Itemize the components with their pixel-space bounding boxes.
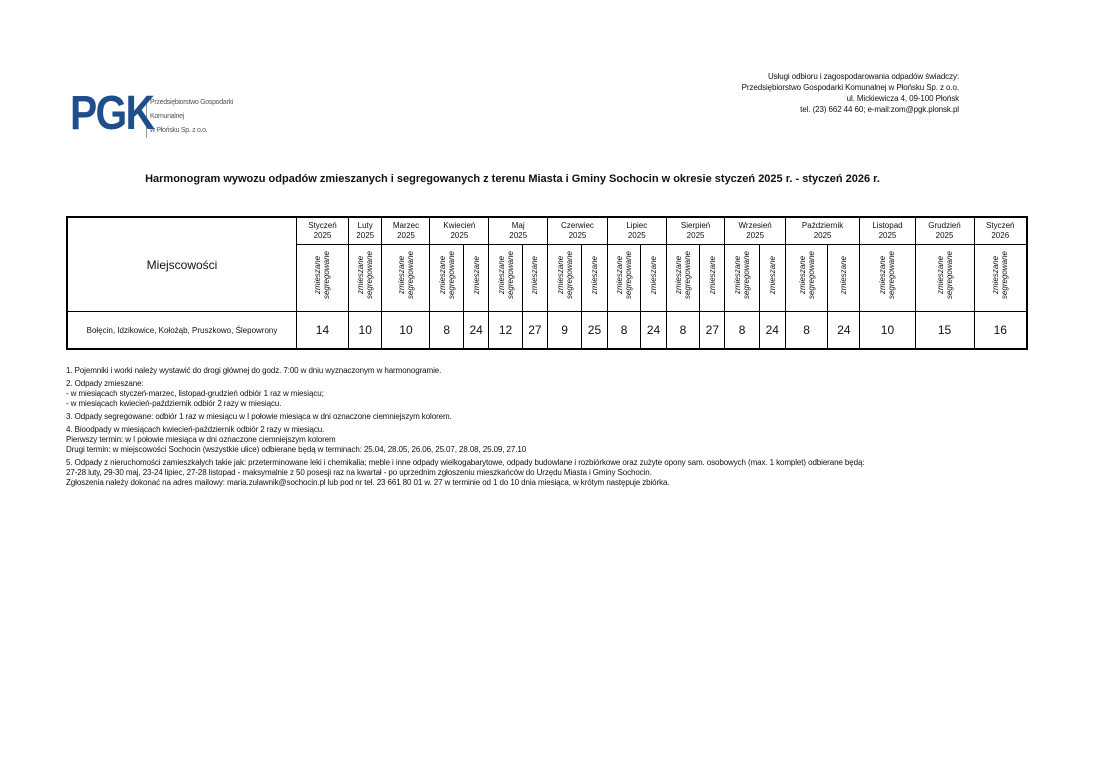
note-line: 4. Bioodpady w miesiącach kwiecień-październik odbiór 2 razy w miesiącu. [66, 425, 325, 434]
month-header [860, 217, 915, 245]
month-year: 2025 [746, 231, 765, 240]
type-mixed-label: zmieszane [649, 256, 659, 295]
type-label-stack [313, 251, 331, 299]
type-segregated-label: segregowane [365, 251, 375, 300]
type-cell [666, 245, 700, 312]
type-mixed-label: zmieszane [935, 256, 945, 295]
pickup-day: 27 [700, 312, 725, 350]
month-header [548, 217, 608, 245]
type-cell [297, 245, 349, 312]
type-cell [382, 245, 430, 312]
type-label-stack [438, 251, 456, 299]
note-line: Drugi termin: w miejscowości Sochocin (wszystkie ulice) odbierane będą w terminach: 25.04, 28.05, 26.06, 25.07, 28.08, 25.09, 27.10 [66, 445, 527, 454]
type-segregated-label: segregowane [446, 251, 456, 300]
month-name: Sierpień [680, 221, 711, 230]
pickup-day: 25 [582, 312, 608, 350]
pickup-day: 8 [725, 312, 759, 350]
type-segregated-label: segregowane [564, 251, 574, 300]
note-line: - w miesiącach styczeń-marzec, listopad-grudzień odbiór 1 raz w miesiącu; [66, 389, 324, 398]
logo-subtitle [146, 96, 260, 138]
pickup-day: 10 [348, 312, 382, 350]
type-mixed-label: zmieszane [530, 256, 540, 295]
type-label-stack [674, 251, 692, 299]
company-line: Usługi odbioru i zagospodarowania odpadów świadczy: [767, 72, 959, 81]
type-cell [759, 245, 785, 312]
month-name: Luty [357, 221, 373, 230]
note-line: Pierwszy termin: w I połowie miesiąca w dni oznaczone ciemniejszym kolorem [66, 435, 336, 444]
type-segregated-label: segregowane [887, 251, 897, 300]
type-label-stack [497, 251, 515, 299]
type-label-stack [615, 251, 633, 299]
type-mixed-label: zmieszane [471, 256, 481, 295]
type-segregated-label: segregowane [624, 251, 634, 300]
note-line: 1. Pojemniki i worki należy wystawić do drogi głównej do godz. 7:00 w dniu wyznaczonym w harmonogramie. [66, 366, 442, 375]
month-year: 2026 [991, 231, 1010, 240]
type-cell [860, 245, 915, 312]
pickup-day: 8 [785, 312, 828, 350]
page-title: Harmonogram wywozu odpadów zmieszanych i segregowanych z terenu Miasta i Gminy Sochocin w okresie styczeń 2025 r. - styczeń 2026 r. [145, 173, 880, 185]
notes [66, 366, 1026, 491]
month-header [430, 217, 489, 245]
type-mixed-label: zmieszane [733, 256, 743, 295]
note-item [66, 458, 1026, 488]
type-cell [348, 245, 382, 312]
month-year: 2025 [313, 231, 332, 240]
type-segregated-label: segregowane [322, 251, 332, 300]
month-year: 2025 [450, 231, 469, 240]
note-item [66, 412, 1026, 422]
month-year: 2025 [568, 231, 587, 240]
type-cell [430, 245, 464, 312]
pickup-day: 16 [974, 312, 1027, 350]
pickup-day: 12 [489, 312, 523, 350]
month-name: Lipiec [626, 221, 648, 230]
type-mixed-label: zmieszane [707, 256, 717, 295]
logo-mark: PGK [70, 87, 154, 140]
pickup-day: 24 [759, 312, 785, 350]
pickup-day: 24 [641, 312, 666, 350]
note-line: 2. Odpady zmieszane: [66, 379, 144, 388]
type-mixed-label: zmieszane [991, 256, 1001, 295]
month-year: 2025 [813, 231, 832, 240]
type-cell [785, 245, 828, 312]
type-mixed-label: zmieszane [437, 256, 447, 295]
pickup-day: 8 [666, 312, 700, 350]
company-logo [70, 87, 260, 140]
month-year: 2025 [627, 231, 646, 240]
pickup-day: 9 [548, 312, 582, 350]
type-segregated-label: segregowane [742, 251, 752, 300]
type-cell [725, 245, 759, 312]
pickup-day: 8 [607, 312, 641, 350]
type-label-stack [936, 251, 954, 299]
type-cell [522, 245, 547, 312]
month-name: Listopad [872, 221, 903, 230]
month-header [348, 217, 382, 245]
schedule-table [66, 216, 1028, 350]
month-year: 2025 [509, 231, 528, 240]
type-mixed-label: zmieszane [496, 256, 506, 295]
note-item [66, 425, 1026, 455]
type-mixed-label: zmieszane [356, 256, 366, 295]
month-name: Wrzesień [738, 221, 772, 230]
type-mixed-label: zmieszane [555, 256, 565, 295]
type-label-stack [733, 251, 751, 299]
type-cell [607, 245, 641, 312]
type-cell [915, 245, 974, 312]
month-name: Kwiecień [443, 221, 476, 230]
type-segregated-label: segregowane [505, 251, 515, 300]
month-header [297, 217, 349, 245]
month-header [666, 217, 725, 245]
type-cell [582, 245, 608, 312]
note-line: 27-28 luty, 29-30 maj, 23-24 lipiec, 27-28 listopad - maksymalnie z 50 posesji raz na kwartał - po uprzednim zgłoszeniu mieszkańców do Urzędu Miasta i Gminy Sochocin. [66, 468, 652, 477]
type-mixed-label: zmieszane [797, 256, 807, 295]
type-mixed-label: zmieszane [673, 256, 683, 295]
pickup-day: 15 [915, 312, 974, 350]
month-name: Styczeń [986, 221, 1015, 230]
type-segregated-label: segregowane [682, 251, 692, 300]
month-name: Grudzień [928, 221, 961, 230]
note-line: 5. Odpady z nieruchomości zamieszkałych takie jak: przeterminowane leki i chemikalia; meble i inne odpady wielkogabarytowe, odpady budowlane i rozbiórkowe oraz zużyte opony sam. osobowych (max. 1 komplet) odbierane będą: [66, 458, 865, 467]
month-header [785, 217, 860, 245]
month-header [915, 217, 974, 245]
month-year: 2025 [878, 231, 897, 240]
month-name: Styczeń [308, 221, 337, 230]
pickup-day: 10 [382, 312, 430, 350]
type-segregated-label: segregowane [944, 251, 954, 300]
table-row [67, 312, 1027, 350]
month-name: Październik [801, 221, 844, 230]
type-cell [700, 245, 725, 312]
type-mixed-label: zmieszane [767, 256, 777, 295]
type-label-stack [356, 251, 374, 299]
company-line: Przedsiębiorstwo Gospodarki Komunalnej w Płońsku Sp. z o.o. [741, 83, 959, 92]
pickup-day: 27 [522, 312, 547, 350]
company-line: ul. Mickiewicza 4, 09-100 Płońsk [846, 94, 959, 103]
month-year: 2025 [356, 231, 375, 240]
pickup-day: 8 [430, 312, 464, 350]
type-label-stack [878, 251, 896, 299]
type-mixed-label: zmieszane [396, 256, 406, 295]
type-cell [463, 245, 488, 312]
type-cell [974, 245, 1027, 312]
type-mixed-label: zmieszane [878, 256, 888, 295]
pickup-day: 10 [860, 312, 915, 350]
note-item [66, 379, 1026, 409]
month-header [725, 217, 785, 245]
type-segregated-label: segregowane [405, 251, 415, 300]
month-name: Maj [511, 221, 525, 230]
note-line: 3. Odpady segregowane: odbiór 1 raz w miesiącu w I połowie miesiąca w dni oznaczone ciemniejszym kolorem. [66, 412, 452, 421]
type-segregated-label: segregowane [806, 251, 816, 300]
logo-subtitle-line: w Płońsku Sp. z o.o. [150, 127, 208, 134]
type-segregated-label: segregowane [1000, 251, 1010, 300]
month-header [489, 217, 548, 245]
month-year: 2025 [935, 231, 954, 240]
type-cell [828, 245, 860, 312]
month-year: 2025 [397, 231, 415, 240]
type-mixed-label: zmieszane [589, 256, 599, 295]
pickup-day: 14 [297, 312, 349, 350]
note-item [66, 366, 1026, 376]
type-cell [641, 245, 666, 312]
month-name: Czerwiec [561, 221, 594, 230]
type-label-stack [397, 251, 415, 299]
note-line: - w miesiącach kwiecień-październik odbiór 2 razy w miesiącu. [66, 399, 282, 408]
company-line: tel. (23) 662 44 60; e-mail:zom@pgk.plonsk.pl [800, 105, 959, 114]
logo-subtitle-line: Przedsiębiorstwo Gospodarki Komunalnej [150, 99, 233, 120]
pickup-day: 24 [828, 312, 860, 350]
type-cell [548, 245, 582, 312]
type-label-stack [798, 251, 816, 299]
pickup-day: 24 [463, 312, 488, 350]
month-header [607, 217, 666, 245]
place-header: Miejscowości [67, 217, 297, 312]
type-mixed-label: zmieszane [615, 256, 625, 295]
type-mixed-label: zmieszane [313, 256, 323, 295]
month-year: 2025 [686, 231, 705, 240]
month-header [974, 217, 1027, 245]
type-label-stack [991, 251, 1009, 299]
type-cell [489, 245, 523, 312]
month-header [382, 217, 430, 245]
company-info [742, 71, 959, 115]
type-label-stack [556, 251, 574, 299]
month-name: Marzec [392, 221, 420, 230]
note-line: Zgłoszenia należy dokonać na adres mailowy: maria.zulawnik@sochocin.pl lub pod nr tel. 23 661 80 01 w. 27 w terminie od 1 do 10 dnia miesiąca, w krótym następuje zbiórka. [66, 478, 670, 487]
type-mixed-label: zmieszane [839, 256, 849, 295]
place-name: Bołęcin, Idzikowice, Kołożąb, Pruszkowo, Ślepowrony [67, 312, 297, 350]
